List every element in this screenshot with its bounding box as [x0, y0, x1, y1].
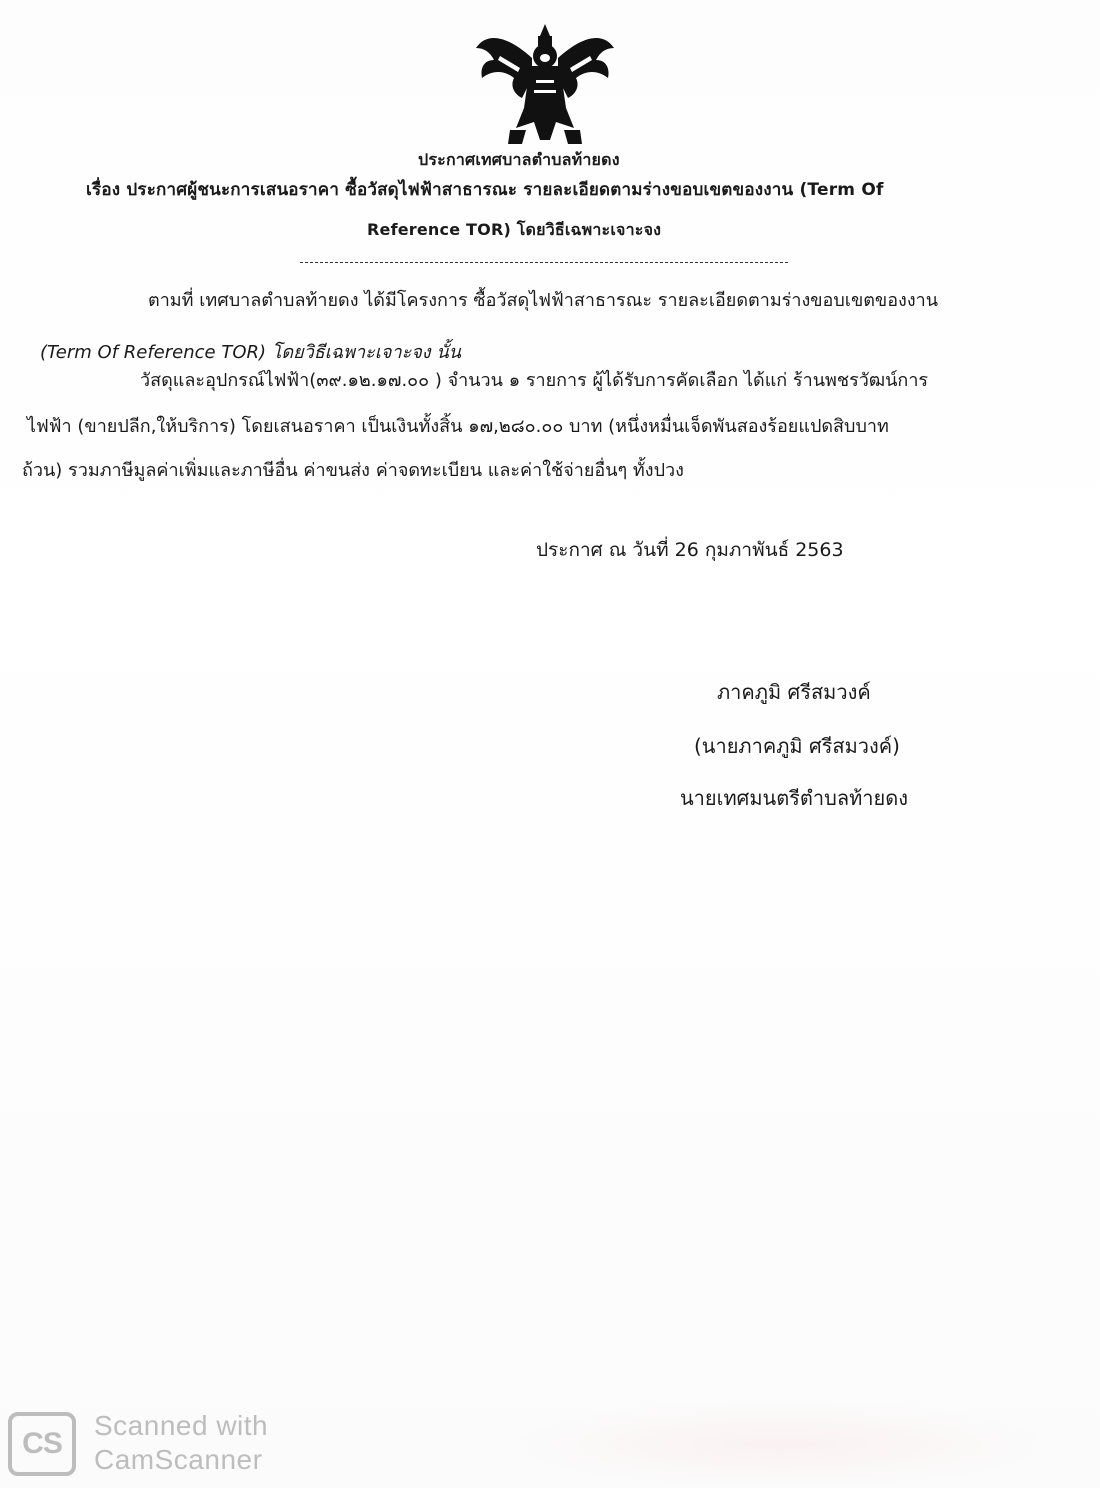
- camscanner-logo-text: CS: [22, 1427, 62, 1460]
- watermark-line-2: CamScanner: [94, 1444, 263, 1475]
- watermark-line-1: Scanned with: [94, 1410, 269, 1441]
- document-subject-line-1: เรื่อง ประกาศผู้ชนะการเสนอราคา ซื้อวัสดุไฟฟ้าสาธารณะ รายละเอียดตามร่างขอบเขตของงาน (Term Of: [86, 180, 884, 200]
- header-divider: [300, 262, 788, 263]
- document-subject-line-2: Reference TOR) โดยวิธีเฉพาะเจาะจง: [367, 220, 662, 239]
- signature-position: นายเทศมนตรีตำบลท้ายดง: [680, 786, 908, 810]
- signature-name: ภาคภูมิ ศรีสมวงค์: [717, 680, 871, 704]
- body-line-4: ไฟฟ้า (ขายปลีก,ให้บริการ) โดยเสนอราคา เป็นเงินทั้งสิ้น ๑๗,๒๘๐.๐๐ บาท (หนึ่งหมื่นเจ็ดพันสองร้อยแปดสิบบาท: [27, 416, 889, 437]
- signature-full-name: (นายภาคภูมิ ศรีสมวงค์): [694, 734, 900, 758]
- body-line-3: วัสดุและอุปกรณ์ไฟฟ้า(๓๙.๑๒.๑๗.๐๐ ) จำนวน ๑ รายการ ผู้ได้รับการคัดเลือก ได้แก่ ร้านพชรวัฒน์การ: [140, 370, 929, 391]
- body-line-1: ตามที่ เทศบาลตำบลท้ายดง ได้มีโครงการ ซื้อวัสดุไฟฟ้าสาธารณะ รายละเอียดตามร่างขอบเขตของงาน: [148, 290, 939, 311]
- document-heading: ประกาศเทศบาลตำบลท้ายดง: [418, 150, 620, 169]
- scan-smudge: [500, 1400, 1060, 1488]
- body-line-5: ถ้วน) รวมภาษีมูลค่าเพิ่มและภาษีอื่น ค่าขนส่ง ค่าจดทะเบียน และค่าใช้จ่ายอื่นๆ ทั้งปวง: [22, 460, 684, 481]
- camscanner-logo-icon: [8, 1412, 76, 1476]
- body-line-2: (Term Of Reference TOR) โดยวิธีเฉพาะเจาะจง นั้น: [40, 342, 461, 363]
- announcement-date: ประกาศ ณ วันที่ 26 กุมภาพันธ์ 2563: [536, 539, 844, 561]
- garuda-emblem-icon: [470, 18, 620, 150]
